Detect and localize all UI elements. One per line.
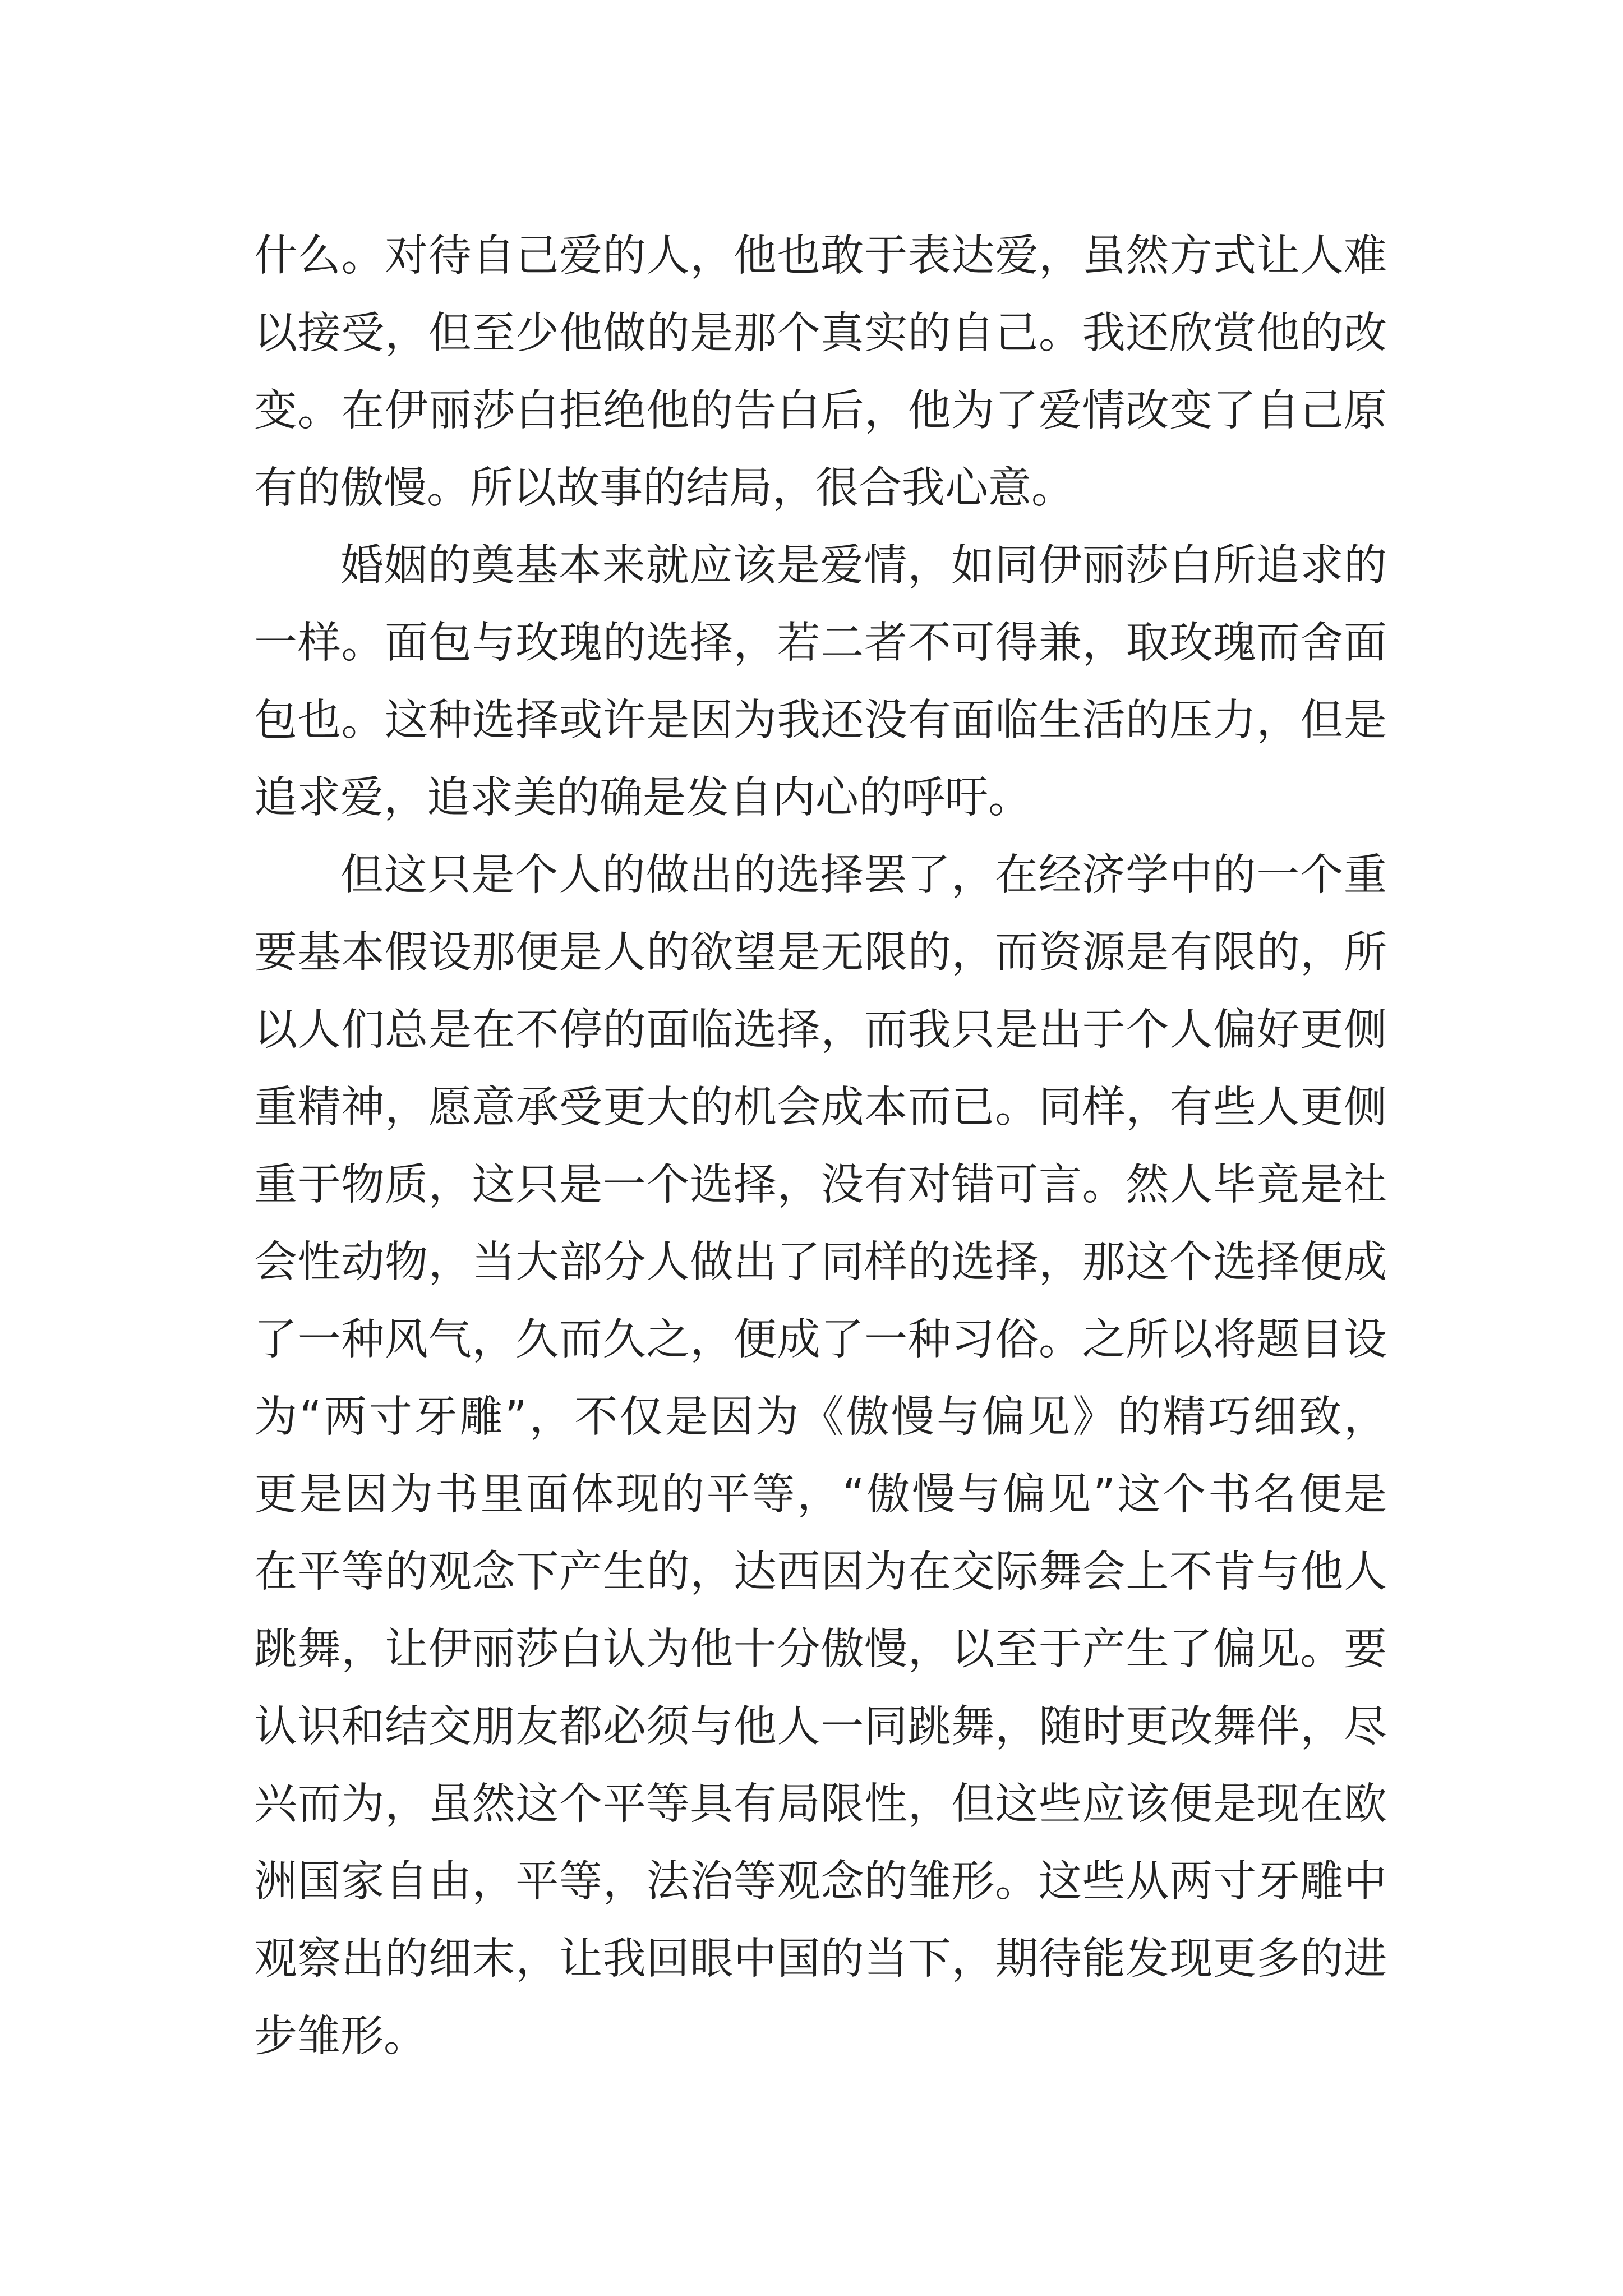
text-line: 会 性 动 物 ， 当 大 部 分 人 做 出 了 同 样 的 选 择 ， 那 这 个 选 择 便 成 xyxy=(254,1237,1387,1287)
text-line: 为 “ 两 寸 牙 雕 ” ， 不 仅 是 因 为 《 傲 慢 与 偏 见 》 的 精 巧 细 致 ， xyxy=(254,1392,1387,1442)
text-line: 要 基 本 假 设 那 便 是 人 的 欲 望 是 无 限 的 ， 而 资 源 是 有 限 的 ， 所 xyxy=(254,928,1387,978)
text-line: 重 于 物 质 ， 这 只 是 一 个 选 择 ， 没 有 对 错 可 言 。 然 人 毕 竟 是 社 xyxy=(254,1160,1387,1210)
text-line: 兴 而 为 ， 虽 然 这 个 平 等 具 有 局 限 性 ， 但 这 些 应 该 便 是 现 在 欧 xyxy=(254,1779,1387,1829)
text-line: 但 这 只 是 个 人 的 做 出 的 选 择 罢 了 ， 在 经 济 学 中 的 一 个 重 xyxy=(340,850,1387,900)
text-line: 什 么 。 对 待 自 己 爱 的 人 ， 他 也 敢 于 表 达 爱 ， 虽 然 方 式 让 人 难 xyxy=(254,231,1387,281)
text-line: 包 也 。 这 种 选 择 或 许 是 因 为 我 还 没 有 面 临 生 活 的 压 力 ， 但 是 xyxy=(254,696,1387,746)
text-line: 跳 舞 ， 让 伊 丽 莎 白 认 为 他 十 分 傲 慢 ， 以 至 于 产 生 了 偏 见 。 要 xyxy=(254,1625,1387,1674)
text-line: 重 精 神 ， 愿 意 承 受 更 大 的 机 会 成 本 而 已 。 同 样 ， 有 些 人 更 侧 xyxy=(254,1083,1387,1133)
text-line: 追求爱，追求美的确是发自内心的呼吁。 xyxy=(254,773,1031,823)
text-line: 一 样 。 面 包 与 玫 瑰 的 选 择 ， 若 二 者 不 可 得 兼 ， 取 玫 瑰 而 舍 面 xyxy=(254,618,1387,668)
text-line: 以 人 们 总 是 在 不 停 的 面 临 选 择 ， 而 我 只 是 出 于 个 人 偏 好 更 侧 xyxy=(254,1005,1387,1055)
text-line: 观 察 出 的 细 末 ， 让 我 回 眼 中 国 的 当 下 ， 期 待 能 发 现 更 多 的 进 xyxy=(254,1934,1387,1984)
text-line: 变 。 在 伊 丽 莎 白 拒 绝 他 的 告 白 后 ， 他 为 了 爱 情 改 变 了 自 己 原 xyxy=(254,386,1387,436)
text-line: 婚 姻 的 奠 基 本 来 就 应 该 是 爱 情 ， 如 同 伊 丽 莎 白 所 追 求 的 xyxy=(340,541,1387,591)
text-line: 更 是 因 为 书 里 面 体 现 的 平 等 ， “ 傲 慢 与 偏 见 ” 这 个 书 名 便 是 xyxy=(254,1470,1387,1520)
text-line: 有的傲慢。所以故事的结局，很合我心意。 xyxy=(254,463,1075,513)
text-line: 在 平 等 的 观 念 下 产 生 的 ， 达 西 因 为 在 交 际 舞 会 上 不 肯 与 他 人 xyxy=(254,1547,1387,1597)
text-line: 了 一 种 风 气 ， 久 而 久 之 ， 便 成 了 一 种 习 俗 。 之 所 以 将 题 目 设 xyxy=(254,1315,1387,1365)
text-line: 洲 国 家 自 由 ， 平 等 ， 法 治 等 观 念 的 雏 形 。 这 些 从 两 寸 牙 雕 中 xyxy=(254,1857,1387,1907)
body-text xyxy=(254,218,1387,2076)
text-line: 以 接 受 ， 但 至 少 他 做 的 是 那 个 真 实 的 自 己 。 我 还 欣 赏 他 的 改 xyxy=(254,309,1387,358)
text-line: 步雏形。 xyxy=(254,2012,427,2062)
text-line: 认 识 和 结 交 朋 友 都 必 须 与 他 人 一 同 跳 舞 ， 随 时 更 改 舞 伴 ， 尽 xyxy=(254,1702,1387,1752)
